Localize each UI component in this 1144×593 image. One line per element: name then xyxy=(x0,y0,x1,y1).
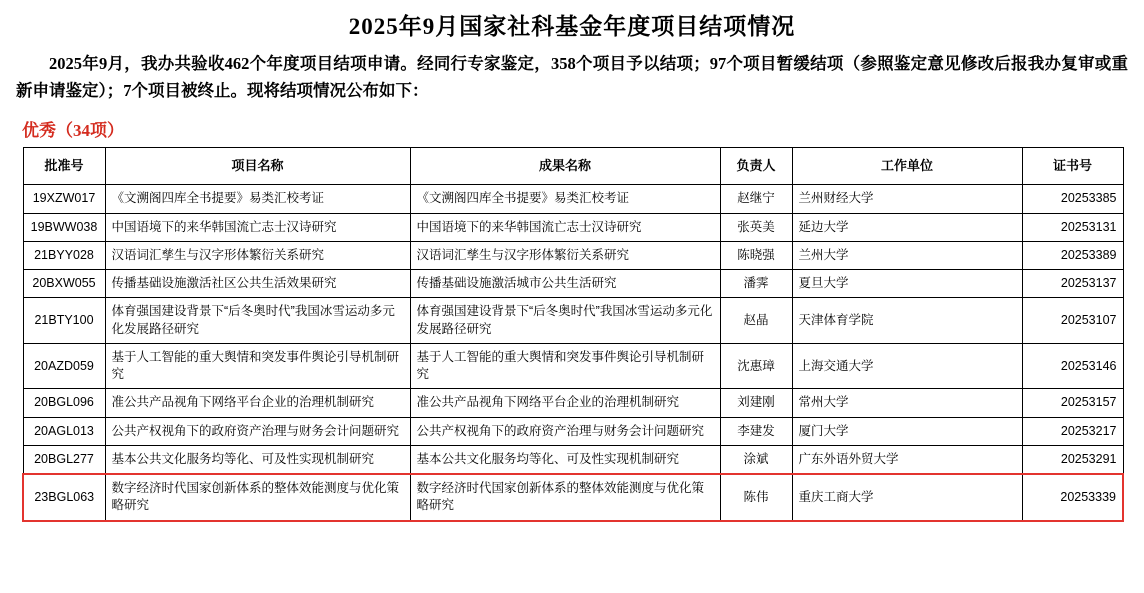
cell-result-name: 公共产权视角下的政府资产治理与财务会计问题研究 xyxy=(410,417,720,445)
table-row xyxy=(23,298,1123,344)
cell-organization: 广东外语外贸大学 xyxy=(792,445,1022,474)
cell-organization: 上海交通大学 xyxy=(792,343,1022,389)
cell-code: 20AGL013 xyxy=(23,417,105,445)
cell-project-name: 中国语境下的来华韩国流亡志士汉诗研究 xyxy=(105,213,410,241)
section-label-excellent: 优秀（34项） xyxy=(22,121,124,141)
cell-result-name: 基于人工智能的重大舆情和突发事件舆论引导机制研究 xyxy=(410,343,720,389)
cell-code: 20BGL277 xyxy=(23,445,105,474)
cell-project-name: 基本公共文化服务均等化、可及性实现机制研究 xyxy=(105,445,410,474)
cell-project-name: 基于人工智能的重大舆情和突发事件舆论引导机制研究 xyxy=(105,343,410,389)
cell-person: 陈伟 xyxy=(720,474,792,521)
table-row xyxy=(23,185,1123,213)
cell-result-name: 汉语词汇孳生与汉字形体繁衍关系研究 xyxy=(410,241,720,269)
column-header-organization: 工作单位 xyxy=(792,148,1022,185)
results-table-container xyxy=(0,147,1144,521)
cell-organization: 夏旦大学 xyxy=(792,270,1022,298)
cell-certificate: 20253131 xyxy=(1022,213,1123,241)
cell-organization: 延边大学 xyxy=(792,213,1022,241)
cell-code: 23BGL063 xyxy=(23,474,105,521)
cell-result-name: 体育强国建设背景下“后冬奥时代”我国冰雪运动多元化发展路径研究 xyxy=(410,298,720,344)
table-row xyxy=(23,343,1123,389)
intro-paragraph: 2025年9月，我办共验收462个年度项目结项申请。经同行专家鉴定，358个项目予以结项；97个项目暂缓结项（参照鉴定意见修改后报我办复审或重新申请鉴定）；7个项目被终止。现将结项情况公布如下： xyxy=(16,54,1128,100)
table-row xyxy=(23,241,1123,269)
cell-result-name: 中国语境下的来华韩国流亡志士汉诗研究 xyxy=(410,213,720,241)
page-title: 2025年9月国家社科基金年度项目结项情况 xyxy=(348,14,796,39)
cell-certificate: 20253385 xyxy=(1022,185,1123,213)
cell-certificate: 20253291 xyxy=(1022,445,1123,474)
cell-person: 潘霁 xyxy=(720,270,792,298)
cell-person: 赵继宁 xyxy=(720,185,792,213)
cell-organization: 天津体育学院 xyxy=(792,298,1022,344)
cell-project-name: 公共产权视角下的政府资产治理与财务会计问题研究 xyxy=(105,417,410,445)
cell-project-name: 汉语词汇孳生与汉字形体繁衍关系研究 xyxy=(105,241,410,269)
table-row xyxy=(23,389,1123,417)
table-body xyxy=(23,185,1123,521)
results-table xyxy=(22,147,1124,521)
table-row xyxy=(23,270,1123,298)
cell-organization: 重庆工商大学 xyxy=(792,474,1022,521)
cell-person: 张英美 xyxy=(720,213,792,241)
cell-person: 沈惠璋 xyxy=(720,343,792,389)
cell-code: 20BXW055 xyxy=(23,270,105,298)
cell-person: 涂斌 xyxy=(720,445,792,474)
table-header-row xyxy=(23,148,1123,185)
cell-project-name: 传播基础设施激活社区公共生活效果研究 xyxy=(105,270,410,298)
cell-certificate: 20253339 xyxy=(1022,474,1123,521)
cell-code: 19XZW017 xyxy=(23,185,105,213)
cell-result-name: 传播基础设施激活城市公共生活研究 xyxy=(410,270,720,298)
column-header-person: 负责人 xyxy=(720,148,792,185)
cell-result-name: 数字经济时代国家创新体系的整体效能测度与优化策略研究 xyxy=(410,474,720,521)
cell-result-name: 《文溯阁四库全书提要》易类汇校考证 xyxy=(410,185,720,213)
cell-organization: 厦门大学 xyxy=(792,417,1022,445)
table-row xyxy=(23,445,1123,474)
cell-certificate: 20253217 xyxy=(1022,417,1123,445)
cell-code: 21BTY100 xyxy=(23,298,105,344)
cell-organization: 常州大学 xyxy=(792,389,1022,417)
cell-certificate: 20253389 xyxy=(1022,241,1123,269)
cell-certificate: 20253146 xyxy=(1022,343,1123,389)
cell-result-name: 基本公共文化服务均等化、可及性实现机制研究 xyxy=(410,445,720,474)
cell-code: 20AZD059 xyxy=(23,343,105,389)
cell-code: 20BGL096 xyxy=(23,389,105,417)
cell-person: 刘建刚 xyxy=(720,389,792,417)
cell-project-name: 《文溯阁四库全书提要》易类汇校考证 xyxy=(105,185,410,213)
table-row xyxy=(23,213,1123,241)
cell-organization: 兰州财经大学 xyxy=(792,185,1022,213)
cell-result-name: 准公共产品视角下网络平台企业的治理机制研究 xyxy=(410,389,720,417)
table-row xyxy=(23,417,1123,445)
column-header-result-name: 成果名称 xyxy=(410,148,720,185)
cell-code: 21BYY028 xyxy=(23,241,105,269)
cell-project-name: 准公共产品视角下网络平台企业的治理机制研究 xyxy=(105,389,410,417)
column-header-code: 批准号 xyxy=(23,148,105,185)
cell-project-name: 体育强国建设背景下“后冬奥时代”我国冰雪运动多元化发展路径研究 xyxy=(105,298,410,344)
cell-project-name: 数字经济时代国家创新体系的整体效能测度与优化策略研究 xyxy=(105,474,410,521)
column-header-certificate: 证书号 xyxy=(1022,148,1123,185)
cell-code: 19BWW038 xyxy=(23,213,105,241)
cell-certificate: 20253107 xyxy=(1022,298,1123,344)
table-row-highlighted xyxy=(23,474,1123,521)
cell-person: 赵晶 xyxy=(720,298,792,344)
cell-person: 李建发 xyxy=(720,417,792,445)
cell-organization: 兰州大学 xyxy=(792,241,1022,269)
cell-certificate: 20253157 xyxy=(1022,389,1123,417)
cell-certificate: 20253137 xyxy=(1022,270,1123,298)
cell-person: 陈晓强 xyxy=(720,241,792,269)
column-header-project-name: 项目名称 xyxy=(105,148,410,185)
